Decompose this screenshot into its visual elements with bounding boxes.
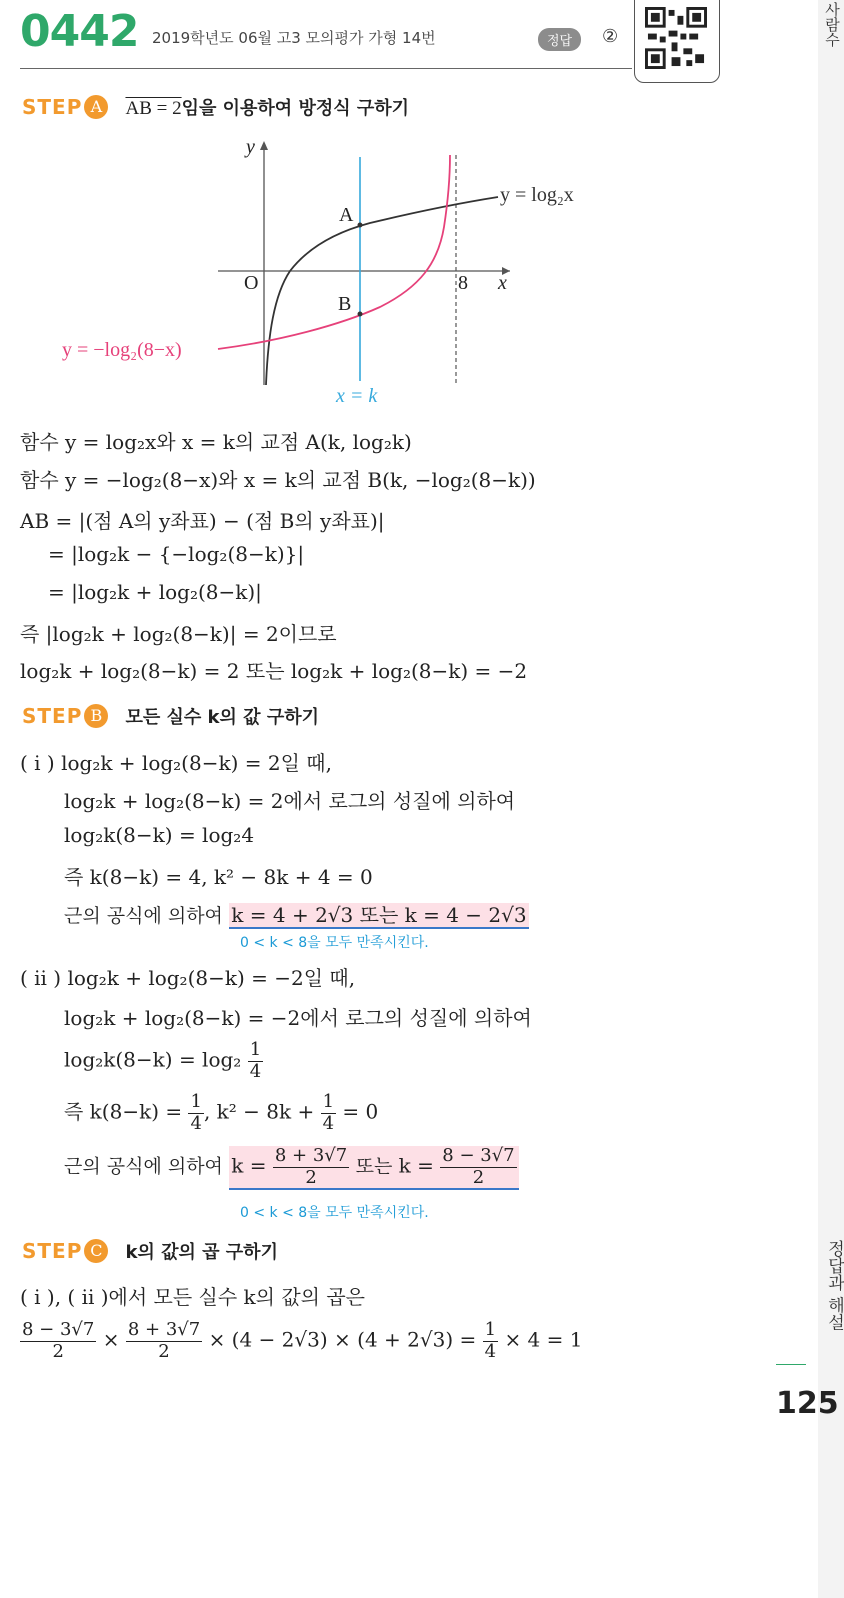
problem-number: 0442	[20, 6, 139, 57]
log-graph	[40, 135, 620, 415]
step-a-title: 임을 이용하여 방정식 구하기	[181, 98, 410, 119]
case2-l3-fraction-1	[188, 1092, 203, 1134]
case2-l3-c: = 0	[342, 1099, 379, 1124]
frac-den: 4	[190, 1112, 202, 1134]
qr-code-icon	[645, 7, 707, 69]
page-number-rule	[776, 1364, 806, 1365]
step-a-title-math: AB = 2	[125, 98, 182, 119]
stepA-line-1: 함수 y = log₂x와 x = k의 교점 A(k, log₂k)	[20, 430, 412, 454]
step-a-label: STEP	[22, 95, 83, 119]
header-divider	[20, 68, 632, 69]
step-b-title: 모든 실수 k의 값 구하기	[125, 707, 319, 728]
case2-note: 0 < k < 8을 모두 만족시킨다.	[240, 1205, 429, 1221]
frac-num: 1	[484, 1319, 497, 1340]
graph-point-a: A	[339, 204, 354, 226]
frac-den: 4	[322, 1112, 335, 1134]
step-b-heading	[22, 703, 319, 729]
case2-line-1: log₂k + log₂(8−k) = −2에서 로그의 성질에 의하여	[64, 1006, 532, 1030]
case1-note: 0 < k < 8을 모두 만족시킨다.	[240, 935, 429, 951]
step-b-letter: B	[84, 704, 108, 728]
step-c-label: STEP	[22, 1239, 83, 1263]
step-b-label: STEP	[22, 704, 83, 728]
case2-l2-prefix: log₂k(8−k) = log₂	[64, 1047, 242, 1072]
step-c-heading	[22, 1238, 278, 1264]
step-a-letter: A	[84, 95, 108, 119]
case2-head: ( ii ) log₂k + log₂(8−k) = −2일 때,	[20, 966, 356, 990]
frac-den: 2	[472, 1166, 485, 1188]
qr-code-box[interactable]	[634, 0, 720, 83]
case1-head: ( i ) log₂k + log₂(8−k) = 2일 때,	[20, 751, 332, 775]
root1-k: k =	[231, 1153, 267, 1178]
graph-x-label: x	[498, 272, 507, 294]
product-fraction-3	[483, 1320, 498, 1362]
frac-num: 1	[322, 1091, 335, 1112]
case1-roots-highlight: k = 4 + 2√3 또는 k = 4 − 2√3	[231, 903, 527, 927]
side-top-text: 사람수	[823, 2, 841, 47]
frac-den: 2	[52, 1340, 64, 1362]
answer-value: ②	[602, 26, 619, 47]
case2-line-2	[64, 1040, 263, 1082]
stepC-line-1: ( i ), ( ii )에서 모든 실수 k의 값의 곱은	[20, 1285, 365, 1309]
times-sign: ×	[102, 1327, 120, 1352]
line-k-label: x = k	[336, 385, 378, 407]
stepC-product	[20, 1320, 582, 1362]
product-middle: × (4 − 2√3) × (4 + 2√3) =	[208, 1327, 477, 1352]
frac-num: 1	[249, 1039, 262, 1060]
frac-num: 8 − 3√7	[442, 1145, 515, 1166]
y-axis-arrow	[260, 141, 268, 150]
frac-num: 1	[190, 1091, 202, 1112]
frac-num: 8 + 3√7	[274, 1145, 348, 1166]
graph-point-b: B	[338, 293, 352, 315]
frac-den: 2	[158, 1340, 170, 1362]
graph-y-label: y	[246, 136, 255, 158]
product-result: × 4 = 1	[504, 1327, 583, 1352]
root-or: 또는	[355, 1155, 393, 1178]
step-a-heading	[22, 94, 409, 120]
point-a-dot	[358, 223, 363, 228]
case2-l3-a: 즉 k(8−k) =	[64, 1099, 183, 1124]
stepA-line-5: = |log₂k + log₂(8−k)|	[48, 580, 262, 604]
case1-line-2: log₂k(8−k) = log₂4	[64, 823, 255, 847]
product-fraction-2	[126, 1320, 202, 1362]
stepA-line-3: AB = |(점 A의 y좌표) − (점 B의 y좌표)|	[20, 509, 385, 533]
step-c-title: k의 값의 곱 구하기	[125, 1242, 278, 1263]
case2-l4-prefix: 근의 공식에 의하여	[64, 1155, 223, 1178]
page-edge-strip	[818, 0, 844, 1598]
graph-tick-8: 8	[458, 272, 468, 294]
stepA-line-6: 즉 |log₂k + log₂(8−k)| = 2이므로	[20, 622, 337, 646]
frac-den: 4	[249, 1060, 262, 1082]
root2-k: k =	[398, 1153, 434, 1178]
case2-line-3	[64, 1092, 378, 1134]
case2-roots-highlight	[229, 1146, 518, 1190]
frac-num: 8 + 3√7	[127, 1319, 201, 1340]
case2-l2-fraction	[248, 1040, 263, 1082]
curve-neg-log2-8-minus-x	[218, 155, 450, 349]
curve1-label: y = log₂x	[500, 184, 574, 206]
case1-l4-prefix: 근의 공식에 의하여	[64, 905, 223, 927]
case1-line-4	[64, 899, 529, 928]
stepA-line-2: 함수 y = −log₂(8−x)와 x = k의 교점 B(k, −log₂(8−k))	[20, 468, 536, 492]
point-b-dot	[358, 312, 363, 317]
graph-origin-label: O	[244, 272, 259, 294]
product-fraction-1	[20, 1320, 96, 1362]
root1-fraction	[273, 1146, 349, 1188]
frac-den: 4	[484, 1340, 497, 1362]
case2-l3-fraction-2	[321, 1092, 336, 1134]
case2-line-4	[64, 1146, 519, 1190]
problem-source: 2019학년도 06월 고3 모의평가 가형 14번	[152, 29, 436, 47]
page-number: 125	[776, 1386, 839, 1421]
frac-num: 8 − 3√7	[22, 1319, 95, 1340]
case1-line-1: log₂k + log₂(8−k) = 2에서 로그의 성질에 의하여	[64, 789, 516, 813]
case1-line-3: 즉 k(8−k) = 4, k² − 8k + 4 = 0	[64, 865, 373, 889]
stepA-line-7: log₂k + log₂(8−k) = 2 또는 log₂k + log₂(8−k) = −2	[20, 659, 528, 683]
root2-fraction	[440, 1146, 516, 1188]
curve2-label: y = −log₂(8−x)	[62, 339, 182, 361]
side-section-label: 정답과 해설	[824, 1240, 844, 1331]
stepA-line-4: = |log₂k − {−log₂(8−k)}|	[48, 542, 305, 566]
case2-l3-b: , k² − 8k +	[203, 1099, 315, 1124]
step-c-letter: C	[84, 1239, 108, 1263]
frac-den: 2	[305, 1166, 317, 1188]
answer-badge: 정답	[538, 28, 581, 51]
